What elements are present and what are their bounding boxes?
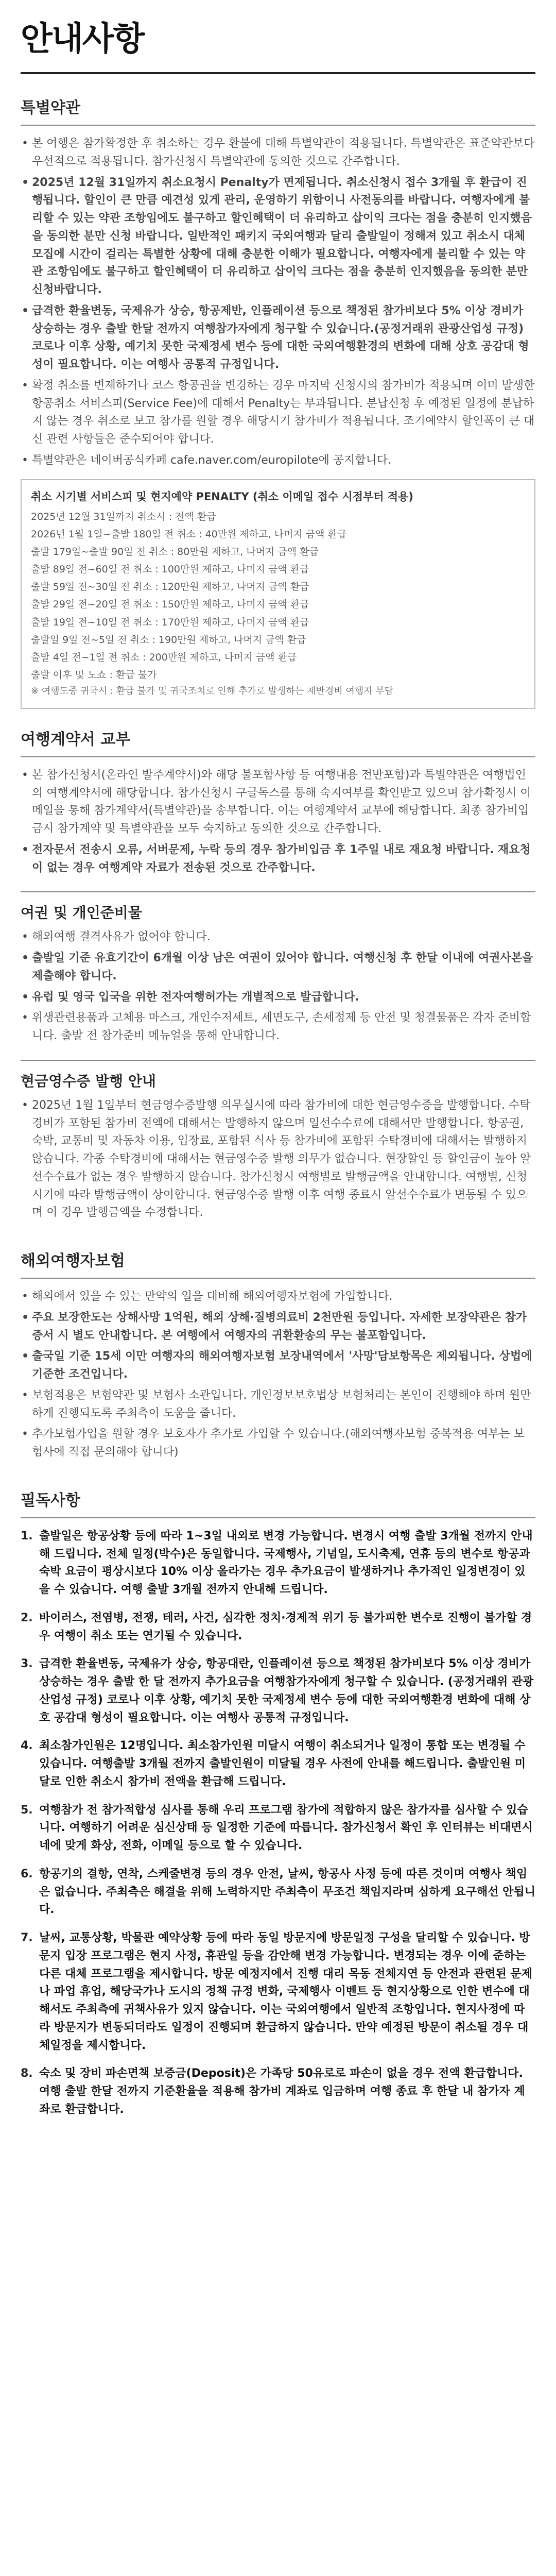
list-item: • 보험적용은 보험약관 및 보험사 소관입니다. 개인정보보호법상 보험처리는 본인이 진행해야 하며 원만하게 진행되도록 주최측이 도움을 줍니다. [21,1387,535,1423]
special-terms-section [21,95,535,709]
list-item [21,1802,535,1855]
item-number: 3. [21,1657,33,1671]
item-number: 8. [21,2067,33,2080]
passport-subsection [21,891,535,1045]
insurance-section [21,1248,535,1462]
list-item: • 본 여행은 참가확정한 후 취소하는 경우 환불에 대해 특별약관이 적용됩니다. 특별약관은 표준약관보다 우선적으로 적용됩니다. 참가신청시 특별약관에 동의한 것으로 간주합니다. [21,135,535,171]
page-title: 안내사항 [21,0,535,74]
notice-box [21,1517,535,2119]
list-item: • 급격한 환율변동, 국제유가 상승, 항공제반, 인플레이션 등으로 책정된 참가비보다 5% 이상 경비가 상승하는 경우 출발 한달 전까지 여행참가자에게 청구할 수 있습니다.(공정거래위 관광산업성 규정) 코로나 이후 상황, 예기치 못한 국제정세 변수 등에 대한 국외여행환경의 변화에 대해 상호 공감대 형성이 필요합니다. 이는 여행사 공통적 규정입니다. [21,302,535,374]
fee-row: 출발 이후 및 노쇼 : 환급 불가 [31,669,157,681]
insurance-heading: 해외여행자보험 [21,1252,125,1270]
list-item: • 해외에서 있을 수 있는 만약의 일을 대비해 해외여행자보험에 가입합니다. [21,1288,535,1306]
notice-section [21,1487,535,2119]
insurance-box [21,1278,535,1462]
fee-row: 출발 29일 전~20일 전 취소 : 150만원 제하고, 나머지 금액 환급 [31,599,309,611]
list-item: • 해외여행 결격사유가 없어야 합니다. [21,928,535,946]
insurance-list [21,1288,535,1462]
fee-row: 출발일 9일 전~5일 전 취소 : 190만원 제하고, 나머지 금액 환급 [31,634,306,646]
fee-row: 2025년 12월 31일까지 취소시 : 전액 환급 [31,511,216,522]
item-text: 급격한 환율변동, 국제유가 상승, 항공대란, 인플레이션 등으로 책정된 참가비보다 5% 이상 경비가 상승하는 경우 출발 한 달 전까지 추가요금을 여행참가자에게 청구할 수 있습니다. (공정거래위 관광산업성 규정) 코로나 이후 상황, 예기치 못한 국제정세 변수 등에 대한 국외여행환경 변화에 대해 상호 공감대 형성이 필요합니다. 이는 여행사 공통적 규정입니다. [39,1657,534,1724]
item-number: 4. [21,1739,33,1753]
list-item: • 특별약관은 네이버공식카페 cafe.naver.com/europilote에 공지합니다. [21,452,535,470]
fee-table-note: ※ 여행도중 귀국시 : 환급 불가 및 귀국조치로 인해 추가로 발생하는 제반경비 여행자 부담 [31,686,394,697]
list-item [21,2065,535,2119]
list-item: • 2025년 1월 1일부터 현금영수증발행 의무실시에 따라 참가비에 대한 현금영수증을 발행합니다. 수탁경비가 포함된 참가비 전액에 대해서는 발행하지 않으며 일선수수료에 대해서만 발행합니다. 항공권, 숙박, 교통비 및 자동차 이용, 입장료, 포함된 식사 등 참가비에 포함된 수탁경비에 대해서는 발행하지 않습니다. 각종 수탁경비에 대해서는 현금영수증 발행 의무가 없습니다. 현장할인 등 할인금이 높아 알선수수료가 없는 경우 발행하지 않습니다. 참가신청시 여행별로 발행금액을 안내합니다. 여행별, 신청시기에 따라 발행금액이 상이합니다. 현금영수증 발행 이후 여행 종료시 알선수수료가 변동될 수 있으며 이 경우 발행금액을 수정합니다. [21,1097,535,1222]
fee-row: 출발 4일 전~1일 전 취소 : 200만원 제하고, 나머지 금액 환급 [31,652,297,663]
passport-heading: 여권 및 개인준비물 [21,904,142,922]
list-item: • 확정 취소를 변제하거나 코스 항공권을 변경하는 경우 마지막 신청시의 참가비가 적용되며 이미 발생한 항공취소 서비스피(Service Fee)에 대해서 Penalty는 부과됩니다. 분납신청 후 예정된 일정에 분납하지 않는 경우 취소로 보고 참가를 원할 경우 해당시기 참가비가 적용됩니다. 조기예약시 할인폭이 큰 대신 관련 사항들은 준수되어야 합니다. [21,377,535,449]
list-item [21,1929,535,2055]
receipt-list [21,1097,535,1222]
list-item [21,1528,535,1599]
list-item [21,1737,535,1791]
item-text: 항공기의 결항, 연착, 스케줄변경 등의 경우 안전, 날씨, 항공사 사정 등에 따른 것이며 여행사 책임은 없습니다. 주최측은 해결을 위해 노력하지만 주최측이 무조건 책임지라며 심하게 요구해선 안됩니다. [39,1867,535,1917]
fee-row: 출발 19일 전~10일 전 취소 : 170만원 제하고, 나머지 금액 환급 [31,616,309,628]
list-item [21,1609,535,1646]
item-text: 여행참가 전 참가적합성 심사를 통해 우리 프로그램 참가에 적합하지 않은 참가자를 심사할 수 있습니다. 여행하기 어려운 심신상태 등 일정한 기준에 따릅니다. 참가신청서 확인 후 인터뷰는 비대면시네에 맞게 화상, 전화, 이메일 등으로 할 수 있습니다. [39,1803,533,1853]
list-item: • 추가보험가입을 원할 경우 보호자가 추가로 가입할 수 있습니다.(해외여행자보험 중복적용 여부는 보험사에 직접 문의해야 합니다) [21,1426,535,1462]
item-text: 최소참가인원은 12명입니다. 최소참가인원 미달시 여행이 취소되거나 일정이 통합 또는 변경될 수 있습니다. 여행출발 3개월 전까지 출발인원이 미달될 경우 사전에 안내를 해드립니다. 출발인원 미달로 인한 취소시 참가비 전액을 환급해 드립니다. [39,1739,526,1788]
spacer [21,1479,535,1487]
special-terms-heading: 특별약관 [21,99,80,117]
cancellation-fee-table [21,479,535,709]
contract-box [21,756,535,1222]
fee-row: 출발 179일~출발 90일 전 취소 : 80만원 제하고, 나머지 금액 환급 [31,546,319,557]
list-item: • 출국일 기준 15세 이만 여행자의 해외여행자보험 보장내역에서 '사망'담보항목은 제외됩니다. 상법에 기준한 조건입니다. [21,1348,535,1384]
item-number: 1. [21,1529,33,1543]
item-number: 2. [21,1611,33,1624]
passport-list [21,928,535,1045]
fee-table-title: 취소 시기별 서비스피 및 현지예약 PENALTY (취소 이메일 접수 시점부터 적용) [31,490,414,503]
list-item: • 2025년 12월 31일까지 취소요청시 Penalty가 면제됩니다. 취소신청시 접수 3개월 후 환급이 진행됩니다. 할인이 큰 만큼 예견성 있게 관리, 운영하기 위함이니 사전동의를 바랍니다. 여행자에게 불리할 수 있는 약관 조항임에도 불구하고 할인혜택이 더 유리하고 삽이익 크다는 점을 충분히 인지했음을 동의한 분만 신청 바랍니다. 일반적인 패키지 국외여행과 달리 출발일이 정해져 있고 취소시 대체모집에 시간이 걸리는 특별한 상황에 대해 충분한 이해가 필요합니다. 여행자에게 불리할 수 있는 약관 조항임에도 불구하고 할인혜택이 더 유리하고 삽이익 크다는 점을 충분히 인지했음을 동의한 분만 신청바랍니다. [21,174,535,299]
notice-list [21,1528,535,2119]
item-text: 출발일은 항공상황 등에 따라 1~3일 내외로 변경 가능합니다. 변경시 여행 출발 3개월 전까지 안내해 드립니다. 전체 일정(박수)은 동일합니다. 국제행사, 기념일, 도시축제, 연휴 등의 변수로 항공과 숙박 요금이 평상시보다 10% 이상 올라가는 경우 추가요금이 발생하거나 추가적인 일정변경이 있을 수 있습니다. 여행 출발 3개월 전까지 안내해 드립니다. [39,1529,533,1597]
item-number: 7. [21,1931,33,1945]
item-text: 숙소 및 장비 파손면책 보증금(Deposit)은 가족당 50유로로 파손이 없을 경우 전액 환급합니다. 여행 출발 한달 전까지 기준환율을 적용해 참가비 계좌로 입금하며 여행 종료 후 한달 내 참가자 계좌로 환급합니다. [39,2067,525,2116]
fee-row: 2026년 1월 1일~출발 180일 전 취소 : 40만원 제하고, 나머지 금액 환급 [31,528,347,540]
item-number: 5. [21,1803,33,1817]
list-item: • 주요 보장한도는 상해사망 1억원, 해외 상해·질병의료비 2천만원 등입니다. 자세한 보장약관은 참가증서 시 별도 안내합니다. 본 여행에서 여행자의 귀환환송의 무는 불포함입니다. [21,1309,535,1345]
list-item: • 전자문서 전송시 오류, 서버문제, 누락 등의 경우 참가비입금 후 1주일 내로 재요청 바랍니다. 재요청이 없는 경우 여행계약 자료가 전송된 것으로 간주합니다. [21,841,535,877]
list-item: • 위생관련용품과 고체용 마스크, 개인수저세트, 세면도구, 손세정제 등 안전 및 청결물품은 각자 준비합니다. 출발 전 참가준비 메뉴얼을 통해 안내합니다. [21,1009,535,1045]
receipt-heading: 현금영수증 발행 안내 [21,1072,156,1090]
item-text: 바이러스, 전염병, 전쟁, 테러, 사건, 심각한 정치·경제적 위기 등 불가피한 변수로 진행이 불가할 경우 여행이 취소 또는 연기될 수 있습니다. [39,1611,532,1642]
list-item: • 출발일 기준 유효기간이 6개월 이상 남은 여권이 있어야 합니다. 여행신청 후 한달 이내에 여권사본을 제출해야 합니다. [21,950,535,986]
receipt-subsection [21,1060,535,1222]
list-item: • 본 참가신청서(온라인 발주계약서)와 해당 불포함사항 등 여행내용 전반포함)과 특별약관은 여행법인의 여행계약서에 해당합니다. 참가신청시 구글독스를 통해 숙지여부를 확인받고 있으며 참가확정시 이메일을 통해 참가계약서(특별약관)을 송부합니다. 이는 여행계약서 교부에 해당합니다. 최종 참가비입금시 참가계약 및 특별약관을 모두 숙지하고 동의한 것으로 간주합니다. [21,767,535,838]
special-terms-box [21,125,535,709]
notice-heading: 필독사항 [21,1491,80,1510]
list-item [21,1655,535,1727]
list-item: • 유럽 및 영국 입국을 위한 전자여행허가는 개별적으로 발급합니다. [21,989,535,1007]
item-number: 6. [21,1867,33,1880]
contract-list [21,767,535,877]
fee-row: 출발 89일 전~60일 전 취소 : 100만원 제하고, 나머지 금액 환급 [31,564,309,575]
special-terms-list [21,135,535,470]
contract-heading: 여행계약서 교부 [21,730,131,749]
spacer [21,1240,535,1248]
fee-row: 출발 59일 전~30일 전 취소 : 120만원 제하고, 나머지 금액 환급 [31,581,309,593]
item-text: 날씨, 교통상황, 박물관 예약상황 등에 따라 동일 방문지에 방문일정 구성을 달리할 수 있습니다. 방문지 입장 프로그램은 현지 사정, 휴관일 등을 감안해 변경 가능합니다. 변경되는 경우 이에 준하는 다른 대체 프로그램을 제시합니다. 방문 예정지에서 진행 대리 목동 전체지연 등 안전과 관련된 문제나 파업 휴업, 해당국가나 도시의 정책 규정 변화, 국제행사 이벤트 등 현지상황으로 인한 변수에 대해서도 주최측에 귀책사유가 있지 않습니다. 이는 국외여행에서 일반적 조항입니다. 현지사정에 따라 방문지가 변동되더라도 일정이 진행되며 환급하지 않습니다. 만약 예정된 방문이 취소될 경우 대체일정을 제시합니다. [39,1931,533,2052]
contract-section [21,726,535,1222]
list-item [21,1866,535,1919]
